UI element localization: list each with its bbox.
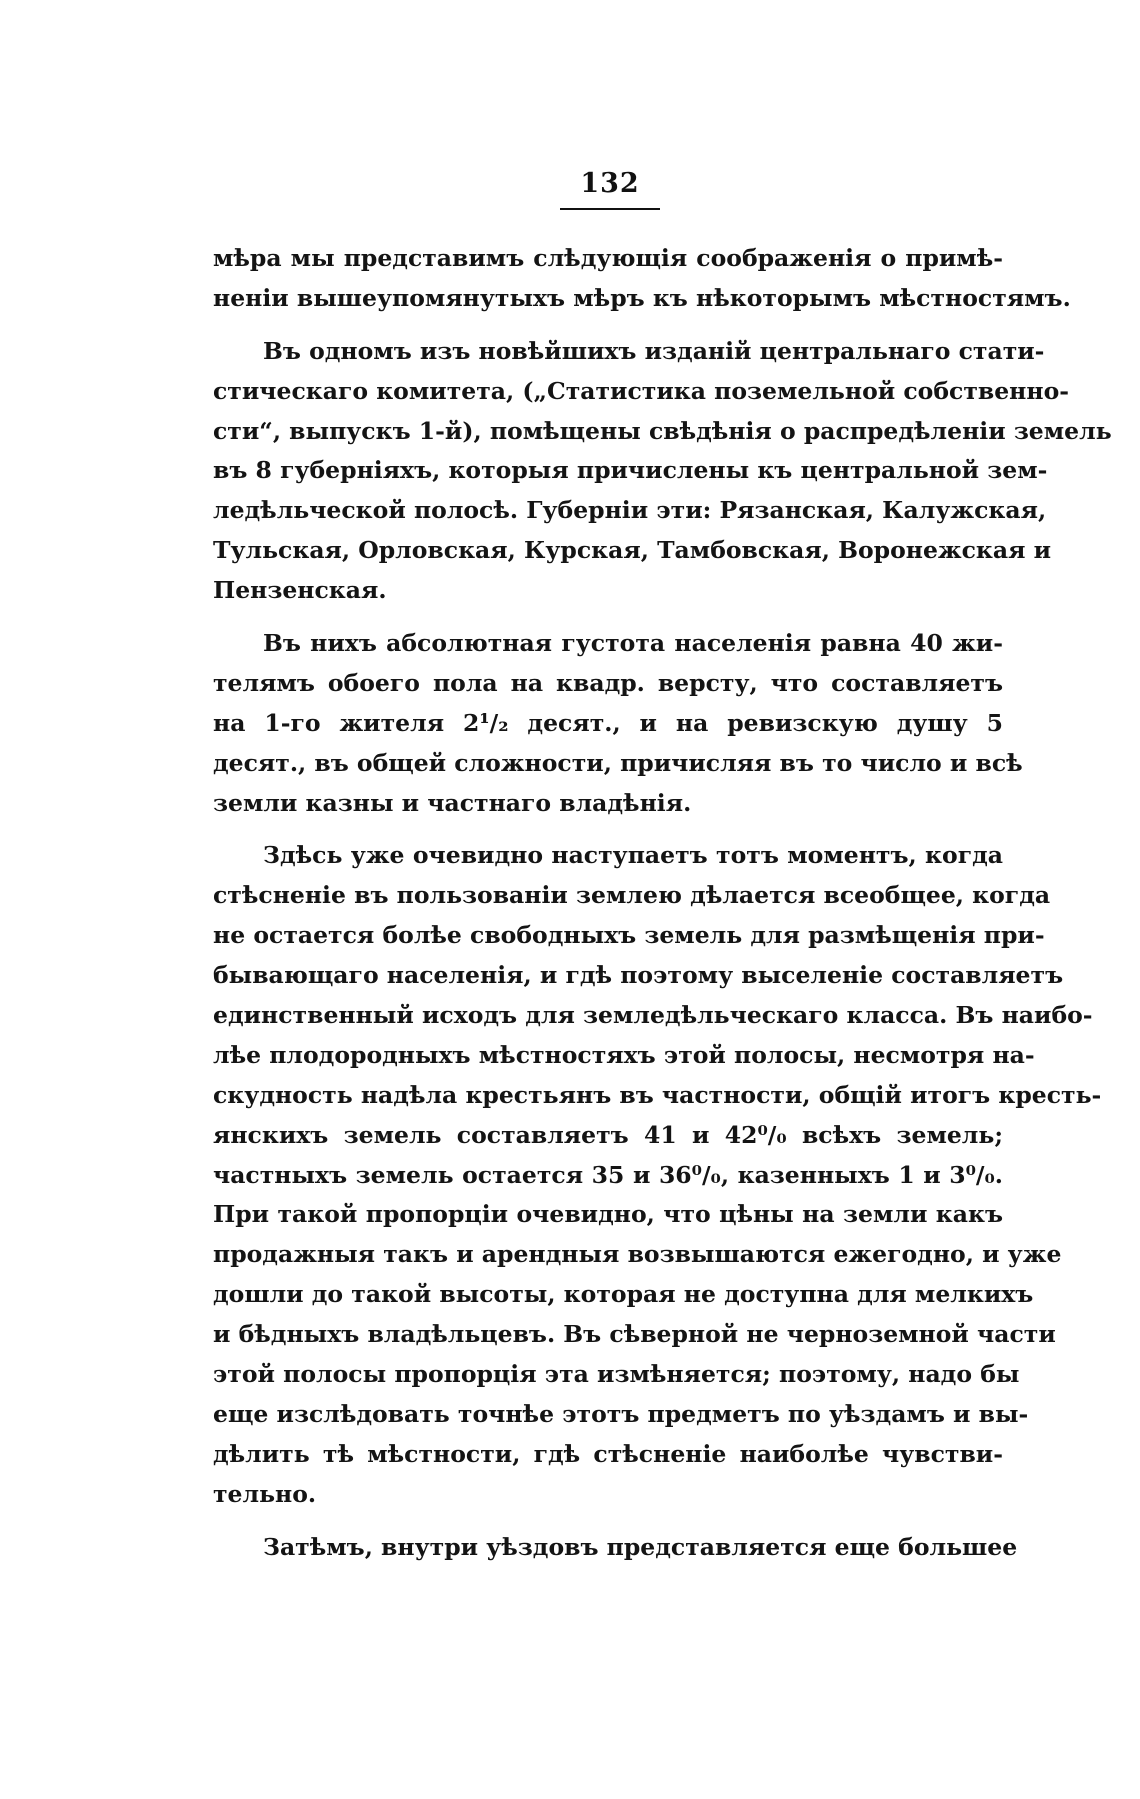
text-line: земли казны и частнаго владѣнія. xyxy=(213,788,692,817)
text-line: Тульская, Орловская, Курская, Тамбовская, Воронежская и xyxy=(213,536,1052,565)
text-line: неніи вышеупомянутыхъ мѣръ къ нѣкоторымъ мѣстностямъ. xyxy=(213,283,1071,312)
paragraph-4 xyxy=(213,836,1102,1514)
text-line: скудность надѣла крестьянъ въ частности, общій итогъ кресть- xyxy=(213,1080,1102,1109)
text-line: сти“, выпускъ 1-й), помѣщены свѣдѣнія о распредѣленіи земель xyxy=(213,416,1112,445)
text-line: продажныя такъ и арендныя возвышаются ежегодно, и уже xyxy=(213,1240,1062,1269)
body-text xyxy=(213,239,1112,1568)
text-line: десят., въ общей сложности, причисляя въ то число и всѣ xyxy=(213,748,1023,777)
text-line: на 1-го жителя 2¹/₂ десят., и на ревизскую душу 5 xyxy=(213,708,1003,737)
text-line: дошли до такой высоты, которая не доступна для мелкихъ xyxy=(213,1280,1034,1309)
text-line: стѣсненіе въ пользованіи землею дѣлается всеобщее, когда xyxy=(213,881,1051,910)
text-line: мѣра мы представимъ слѣдующія соображенія о примѣ- xyxy=(213,244,1003,272)
text-line: телямъ обоего пола на квадр. версту, что составляетъ xyxy=(213,668,1003,697)
paragraph-1 xyxy=(213,239,1071,319)
text-line: лѣе плодородныхъ мѣстностяхъ этой полосы, несмотря на- xyxy=(213,1040,1035,1069)
text-line: и бѣдныхъ владѣльцевъ. Въ сѣверной не черноземной части xyxy=(213,1320,1056,1349)
text-line: въ 8 губерніяхъ, которыя причислены къ центральной зем- xyxy=(213,456,1048,485)
text-line: единственный исходъ для земледѣльческаго класса. Въ наибо- xyxy=(213,1001,1093,1030)
text-line: не остается болѣе свободныхъ земель для размѣщенія при- xyxy=(213,921,1045,950)
text-line: тельно. xyxy=(213,1479,317,1508)
paragraph-2 xyxy=(213,332,1112,611)
text-line: янскихъ земель составляетъ 41 и 42⁰/₀ всѣхъ земель; xyxy=(213,1120,1003,1149)
text-line: бывающаго населенія, и гдѣ поэтому выселеніе составляетъ xyxy=(213,961,1064,990)
text-line: Въ одномъ изъ новѣйшихъ изданій центральнаго стати- xyxy=(263,336,1045,365)
text-line: Въ нихъ абсолютная густота населенія равна 40 жи- xyxy=(263,629,1003,658)
page-number-underline xyxy=(560,208,660,210)
text-line: еще изслѣдовать точнѣе этотъ предметъ по уѣздамъ и вы- xyxy=(213,1399,1029,1428)
text-line: этой полосы пропорція эта измѣняется; поэтому, надо бы xyxy=(213,1360,1020,1389)
text-line: частныхъ земель остается 35 и 36⁰/₀, казенныхъ 1 и 3⁰/₀. xyxy=(213,1160,1003,1189)
text-line: Здѣсь уже очевидно наступаетъ тотъ моментъ, когда xyxy=(263,841,1003,870)
paragraph-5 xyxy=(213,1528,1018,1568)
text-line: При такой пропорціи очевидно, что цѣны на земли какъ xyxy=(213,1200,1003,1229)
page-number: 132 xyxy=(580,168,640,199)
text-line: стическаго комитета, („Статистика поземельной собственно- xyxy=(213,376,1069,405)
text-line: ледѣльческой полосѣ. Губерніи эти: Рязанская, Калужская, xyxy=(213,496,1047,525)
text-line: Затѣмъ, внутри уѣздовъ представляется еще большее xyxy=(263,1532,1018,1561)
paragraph-3 xyxy=(213,624,1023,823)
text-line: дѣлить тѣ мѣстности, гдѣ стѣсненіе наиболѣе чувстви- xyxy=(213,1439,1003,1468)
text-line: Пензенская. xyxy=(213,576,387,605)
